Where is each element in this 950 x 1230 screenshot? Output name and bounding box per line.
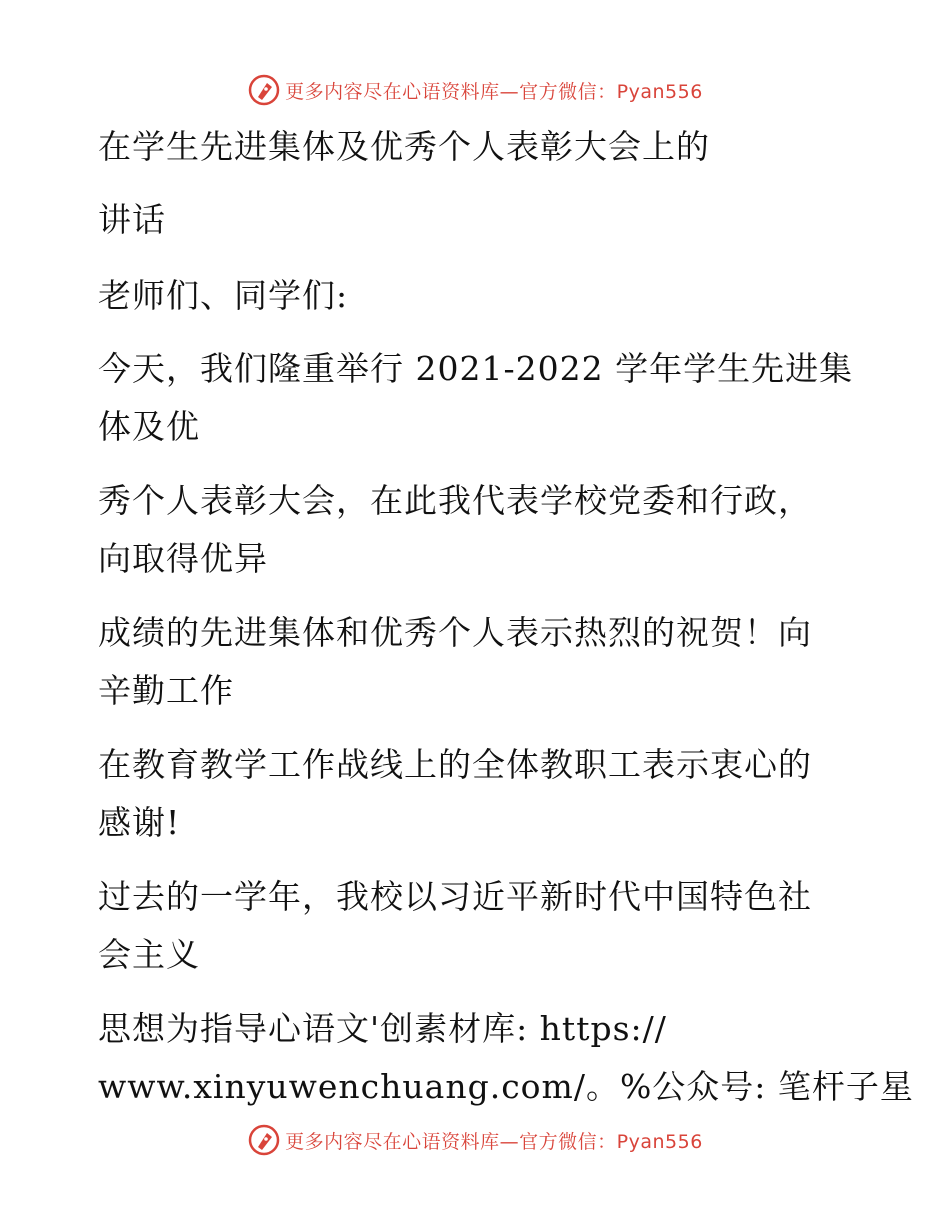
document-title-line-1: 在学生先进集体及优秀个人表彰大会上的 [98,127,710,166]
pen-nib-logo-icon [247,73,281,107]
body-line: 辛勤工作 [98,671,234,710]
body-line: 会主义 [98,935,200,974]
header-watermark [0,70,950,110]
body-line: www.xinyuwenchuang.com/。%公众号: 笔杆子星 [98,1067,914,1106]
body-line: 过去的一学年，我校以习近平新时代中国特色社 [98,877,812,916]
body-line: 思想为指导心语文'创素材库: https:// [98,1009,667,1048]
document-title-line-2: 讲话 [98,200,166,239]
body-line: 体及优 [98,407,200,446]
salutation-line: 老师们、同学们: [98,276,349,315]
body-line: 感谢! [98,803,181,842]
body-line: 向取得优异 [98,539,268,578]
footer-watermark [0,1120,950,1160]
body-line: 今天，我们隆重举行 2021-2022 学年学生先进集 [98,349,854,388]
watermark-text: 更多内容尽在心语资料库—官方微信：Pyan556 [285,1130,703,1153]
body-line: 成绩的先进集体和优秀个人表示热烈的祝贺！向 [98,613,812,652]
body-line: 在教育教学工作战线上的全体教职工表示衷心的 [98,745,812,784]
body-line: 秀个人表彰大会，在此我代表学校党委和行政， [98,481,812,520]
watermark-text: 更多内容尽在心语资料库—官方微信：Pyan556 [285,80,703,103]
pen-nib-logo-icon [247,1123,281,1157]
